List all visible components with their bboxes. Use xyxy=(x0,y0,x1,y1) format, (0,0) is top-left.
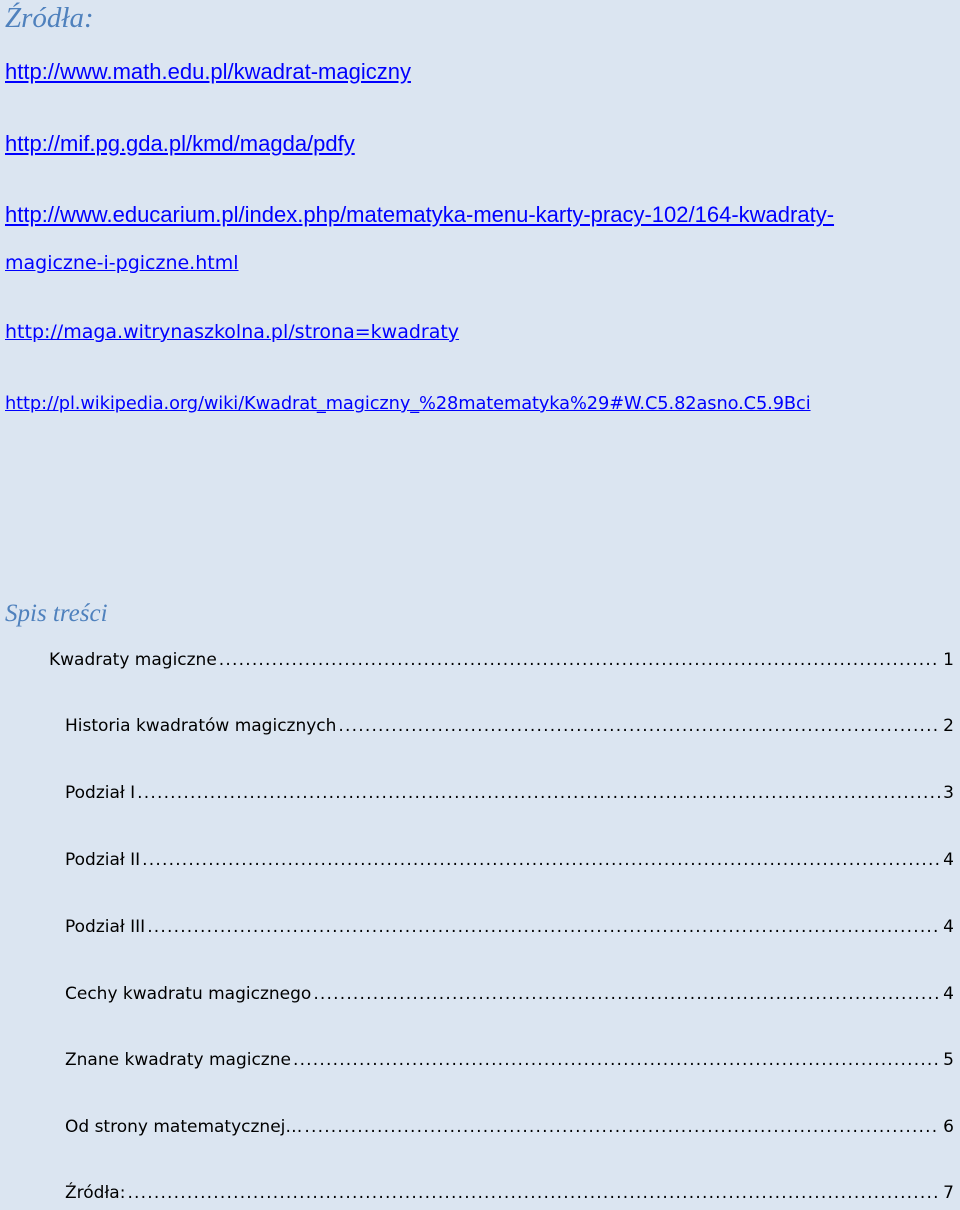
toc-entry-page: 5 xyxy=(943,1050,954,1070)
toc-entry-title: Podział II xyxy=(65,850,141,870)
toc-entry-page: 6 xyxy=(943,1117,954,1137)
toc-entry-cechy[interactable] xyxy=(65,981,954,1007)
toc-entry-page: 7 xyxy=(943,1183,954,1203)
toc-entry-znane[interactable] xyxy=(65,1047,954,1073)
toc-entry-zrodla[interactable] xyxy=(65,1180,954,1206)
source-link-educarium-continued[interactable]: magiczne-i-pgiczne.html xyxy=(5,252,239,274)
toc-entry-title: Podział III xyxy=(65,917,146,937)
toc-dot-leader xyxy=(313,981,940,1007)
source-link-math-edu[interactable]: http://www.math.edu.pl/kwadrat-magiczny xyxy=(5,59,411,84)
toc-entry-title: Podział I xyxy=(65,783,136,803)
toc-dot-leader xyxy=(338,713,940,739)
toc-dot-leader xyxy=(137,780,940,806)
toc-entry-od-strony[interactable] xyxy=(65,1114,954,1140)
toc-entry-title: Znane kwadraty magiczne xyxy=(65,1050,291,1070)
toc-heading: Spis treści xyxy=(5,600,108,627)
toc-entry-kwadraty-magiczne[interactable] xyxy=(49,647,954,673)
toc-entry-page: 4 xyxy=(943,984,954,1004)
toc-entry-title: Cechy kwadratu magicznego xyxy=(65,984,312,1004)
toc-dot-leader xyxy=(304,1114,940,1140)
source-link-educarium[interactable]: http://www.educarium.pl/index.php/matematyka-menu-karty-pracy-102/164-kwadraty- xyxy=(5,202,835,227)
toc-dot-leader xyxy=(219,647,940,673)
toc-entry-title: Historia kwadratów magicznych xyxy=(65,716,337,736)
toc-entry-title: Źródła: xyxy=(65,1183,126,1203)
toc-entry-podzial-1[interactable] xyxy=(65,780,954,806)
toc-dot-leader xyxy=(127,1180,940,1206)
toc-entry-historia[interactable] xyxy=(65,713,954,739)
source-link-wikipedia[interactable]: http://pl.wikipedia.org/wiki/Kwadrat_magiczny_%28matematyka%29#W.C5.82asno.C5.9Bci xyxy=(5,393,811,414)
toc-entry-page: 4 xyxy=(943,917,954,937)
source-link-witrynaszkolna[interactable]: http://maga.witrynaszkolna.pl/strona=kwadraty xyxy=(5,321,460,343)
source-link-mif-pg[interactable]: http://mif.pg.gda.pl/kmd/magda/pdfy xyxy=(5,131,355,156)
toc-dot-leader xyxy=(142,847,940,873)
toc-entry-podzial-3[interactable] xyxy=(65,914,954,940)
toc-entry-podzial-2[interactable] xyxy=(65,847,954,873)
toc-entry-page: 3 xyxy=(943,783,954,803)
toc-entry-title: Od strony matematycznej… xyxy=(65,1117,303,1137)
toc-dot-leader xyxy=(147,914,940,940)
toc-entry-page: 1 xyxy=(943,650,954,670)
toc-entry-title: Kwadraty magiczne xyxy=(49,650,217,670)
toc-entry-page: 2 xyxy=(943,716,954,736)
sources-heading: Źródła: xyxy=(5,2,94,34)
toc-entry-page: 4 xyxy=(943,850,954,870)
toc-dot-leader xyxy=(293,1047,940,1073)
